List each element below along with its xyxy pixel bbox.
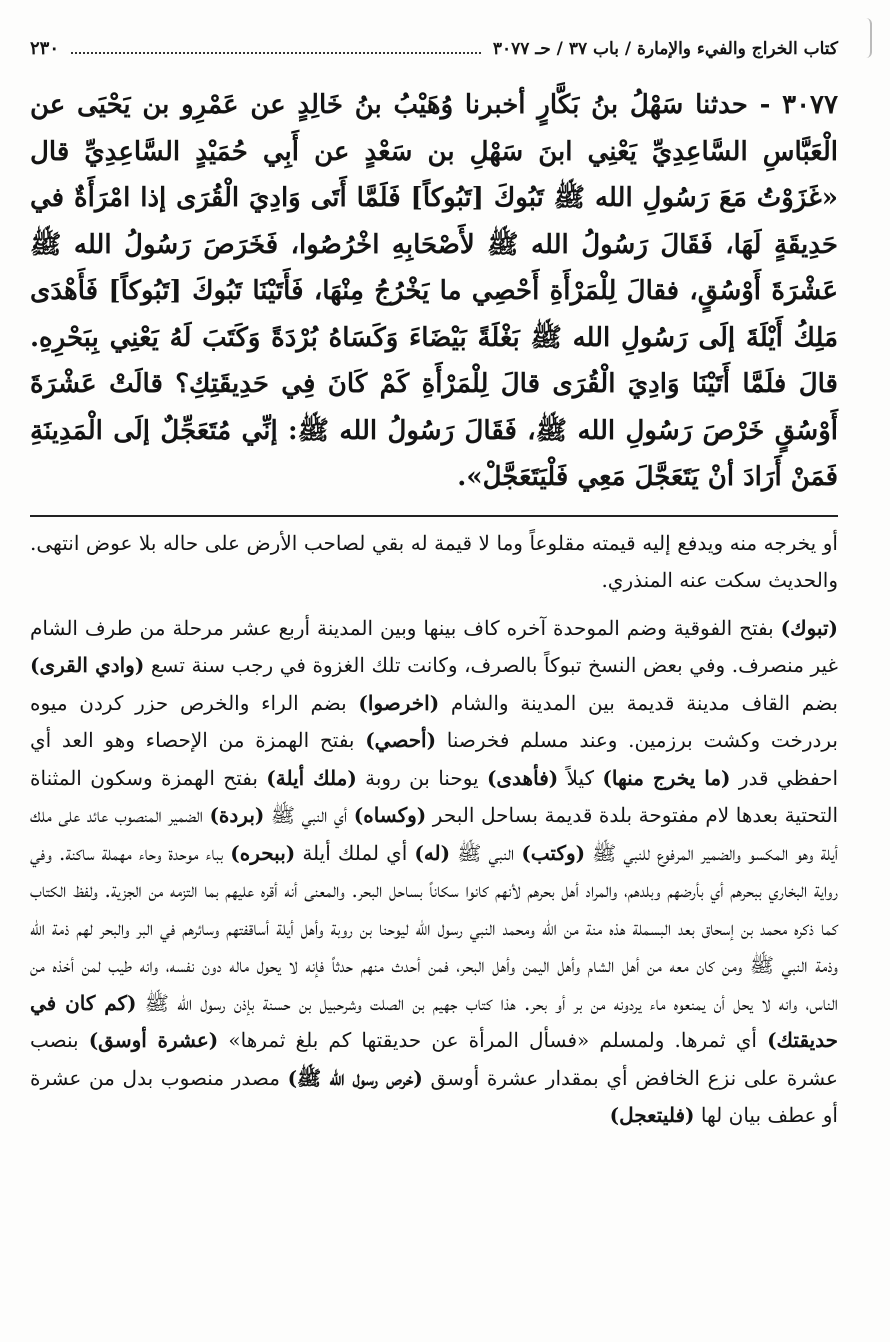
hadith-number: ٣٠٧٧ - [747, 90, 838, 120]
commentary-text: مصدر منصوب بدل من عشرة أو عطف بيان لها [30, 1065, 838, 1127]
footnote-separator [30, 515, 838, 517]
commentary-text: أي النبي ﷺ [264, 803, 354, 827]
commentary-term: (كم كان في حديقتك) [30, 990, 838, 1052]
page-edge-mark [864, 18, 872, 58]
hadith-body: حدثنا سَهْلُ بنُ بَكَّارٍ أخبرنا وُهَيْبُ بنُ خَالِدٍ عن عَمْرِو بن يَحْيَى عن الْعَبَّاسِ السَّاعِدِيِّ يَعْنِي ابنَ سَهْلِ بن سَعْدٍ عن أَبِي حُمَيْدٍ السَّاعِدِيِّ قال «غَزَوْتُ مَعَ رَسُولِ الله ﷺ تَبُوكَ [تَبُوكاً] فَلَمَّا أَتَى وَادِيَ الْقُرَى إذا امْرَأَةٌ في حَدِيقَةٍ لَهَا، فَقَالَ رَسُولُ الله ﷺ لأَصْحَابِهِ اخْرُصُوا، فَخَرَصَ رَسُولُ الله ﷺ عَشْرَةَ أَوْسُقٍ، فقالَ لِلْمَرْأَةِ أَحْصِي ما يَخْرُجُ مِنْهَا، فَأَتَيْنَا تَبُوكَ [تَبُوكاً] فَأَهْدَى مَلِكُ أَيْلَةَ إلَى رَسُولِ الله ﷺ بَغْلَةً بَيْضَاءَ وَكَسَاهُ بُرْدَةً وَكَتَبَ لَهُ يَعْنِي بِبَحْرِهِ. قالَ فلَمَّا أَتَيْنَا وَادِيَ الْقُرَى قالَ لِلْمَرْأَةِ كَمْ كَانَ فِي حَدِيقَتِكِ؟ قالَتْ عَشْرَةَ أَوْسُقٍ خَرْصَ رَسُولِ الله ﷺ، فَقَالَ رَسُولُ الله ﷺ: إنِّي مُتَعَجِّلٌ إلَى الْمَدِينَةِ فَمَنْ أَرَادَ أنْ يَتَعَجَّلَ مَعِي فَلْيَتَعَجَّلْ». [30, 90, 838, 492]
commentary-text: بفتح الهمزة وسكون المثناة التحتية بعدها لام مفتوحة بلدة قديمة بساحل البحر [30, 765, 839, 827]
commentary-text: بضم القاف مدينة قديمة بين المدينة والشام [439, 690, 839, 715]
commentary-term: (له) [414, 840, 451, 865]
commentary-text: بفتح الهمزة من الإحصاء وهو العد أي احفظي قدر [30, 728, 839, 790]
commentary-text: الضمير المنصوب عائد على ملك أيلة وهو المكسو والضمير المرفوع للنبي ﷺ [30, 803, 838, 865]
commentary-term: (فأهدى) [486, 765, 559, 790]
running-header [30, 38, 838, 72]
commentary-term: (بردة) [209, 803, 265, 827]
commentary-term: (أحصي) [365, 728, 437, 752]
commentary-text: أي ثمرها. ولمسلم «فسأل المرأة عن حديقتها كم بلغ ثمرها» [218, 1028, 768, 1052]
hadith-text-block [30, 82, 838, 501]
commentary-text: أي لملك أيلة [295, 840, 415, 865]
header-dot-leader [71, 52, 481, 54]
commentary-term: (ملك أيلة) [266, 765, 357, 790]
commentary-term: (عشرة أوسق) [88, 1028, 219, 1052]
commentary-paragraph-2 [30, 610, 838, 1135]
commentary-text: كيلاً [558, 765, 603, 790]
page-number: ٢٣٠ [30, 38, 60, 59]
commentary-term: (اخرصوا) [358, 690, 440, 715]
commentary-paragraph-1: أو يخرجه منه ويدفع إليه قيمته مقلوعاً وما لا قيمة له بقي لصاحب الأرض على حاله بلا عوض انتهى. والحديث سكت عنه المنذري. [30, 530, 838, 592]
commentary-term: (ببحره) [230, 840, 296, 865]
commentary-text: بفتح الفوقية وضم الموحدة آخره كاف بينها وبين المدينة أربع عشر مرحلة من طرف الشام غير منصرف. وفي بعض النسخ تبوكاً بالصرف، وكانت تلك الغزوة في رجب سنة تسع [30, 615, 838, 677]
commentary-term: (فليتعجل) [609, 1103, 695, 1127]
commentary-text: يوحنا بن روبة [356, 765, 487, 790]
commentary-term: (خرص رسول الله ﷺ) [287, 1065, 423, 1090]
commentary-text: النبي ﷺ [450, 840, 522, 865]
book-page [30, 38, 838, 1135]
commentary-term: (وكتب) [521, 840, 586, 865]
commentary-term: (ما يخرج منها) [602, 765, 731, 790]
commentary-text: بضم الراء والخرص حزر كردن ميوه بردرخت وكشت برزمين. وعند مسلم فخرصنا [30, 690, 838, 752]
commentary-term: (وادي القرى) [30, 653, 145, 677]
commentary-block [30, 525, 838, 1135]
commentary-term: (وكساه) [353, 803, 427, 827]
commentary-text: بباء موحدة وحاء مهملة ساكنة. وفي رواية البخاري ببحرهم أي بأرضهم وبلدهم، والمراد أهل بحرهم لأنهم كانوا سكاناً بساحل البحر. والمعنى أنه أقره عليهم بما التزمه من الجزية. ولفظ الكتاب كما ذكره محمد بن إسحاق بعد البسملة هذه منة من الله ومحمد النبي رسول الله ليوحنا بن روبة وأهل أيلة أساقفتهم وسائرهم في البر والبحر لهم ذمة الله وذمة النبي ﷺ ومن كان معه من أهل الشام وأهل اليمن وأهل البحر، فمن أحدث منهم حدثاً فإنه لا يحول ماله دون نفسه، وانه طيب لمن أخذه من الناس، وانه لا يحل أن يمنعوه ماء يردونه من بر أو بحر. هذا كتاب جهيم بن الصلت وشرحبيل بن حسنة بإذن رسول الله ﷺ [30, 840, 838, 1015]
running-title: كتاب الخراج والفيء والإمارة / باب ٣٧ / حـ ٣٠٧٧ [492, 39, 838, 59]
commentary-text: بنصب عشرة على نزع الخافض أي بمقدار عشرة أوسق [30, 1028, 838, 1090]
commentary-term: (تبوك) [780, 615, 838, 640]
